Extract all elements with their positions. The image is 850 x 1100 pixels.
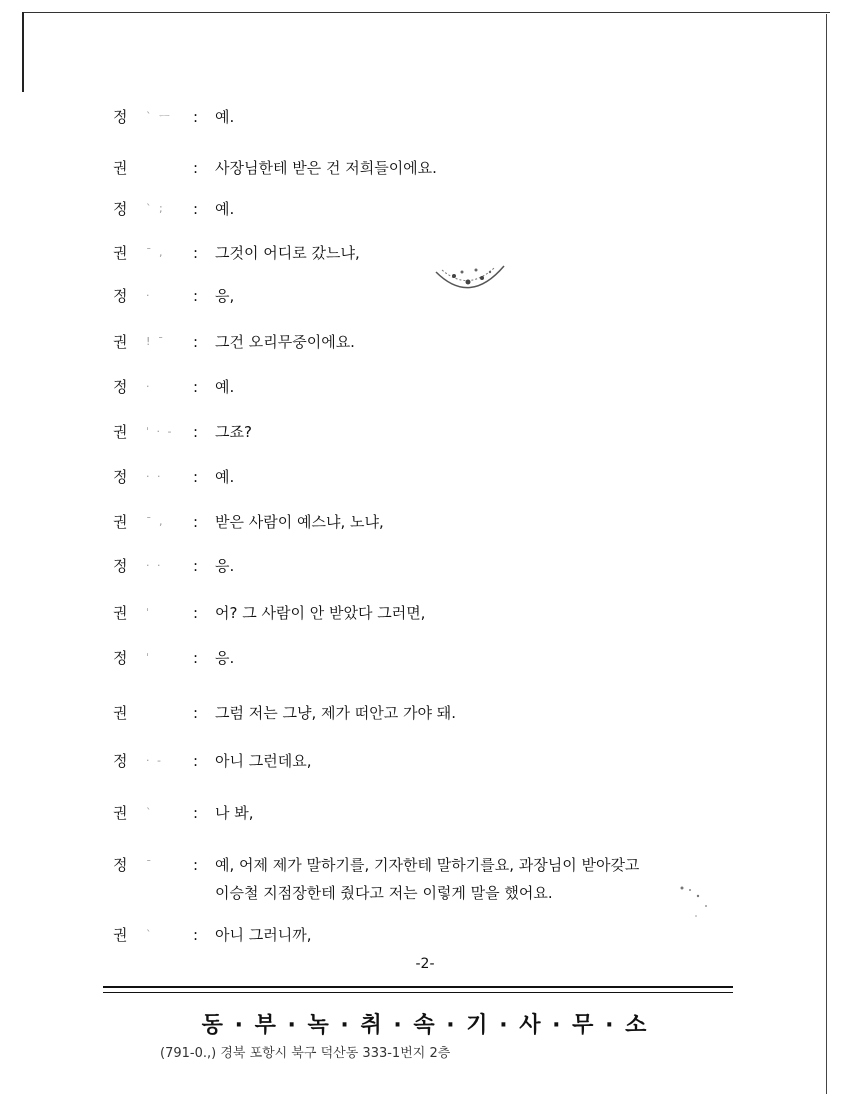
redacted-mark: ˋ ; xyxy=(146,202,165,215)
colon-separator: : xyxy=(193,926,199,944)
utterance-text: 예, 어제 제가 말하기를, 기자한테 말하기를요, 과장님이 받아갖고 xyxy=(215,856,640,874)
speaker-label: 권 xyxy=(113,604,128,622)
redacted-mark: · xyxy=(146,380,152,393)
utterance-text-continued: 이승철 지점장한테 줬다고 저는 이렇게 말을 했어요. xyxy=(215,884,553,902)
speaker-label: 정 xyxy=(113,108,128,126)
utterance-text: 응. xyxy=(215,557,235,575)
redacted-mark: ˈ · - xyxy=(146,425,174,438)
footer-rule-thick xyxy=(103,986,733,988)
redacted-mark: · · xyxy=(146,470,163,483)
scan-edge-top xyxy=(22,12,830,13)
speaker-label: 정 xyxy=(113,649,128,667)
speaker-label: 권 xyxy=(113,423,128,441)
speaker-label: 정 xyxy=(113,468,128,486)
colon-separator: : xyxy=(193,200,199,218)
colon-separator: : xyxy=(193,704,199,722)
utterance-text: 그건 오리무중이에요. xyxy=(215,333,355,351)
colon-separator: : xyxy=(193,856,199,874)
utterance-text: 그것이 어디로 갔느냐, xyxy=(215,244,360,262)
redacted-mark: ˈ xyxy=(146,651,152,664)
redacted-mark: · - xyxy=(146,754,163,767)
utterance-text: 사장님한테 받은 건 저희들이에요. xyxy=(215,159,437,177)
speaker-label: 권 xyxy=(113,804,128,822)
colon-separator: : xyxy=(193,423,199,441)
redacted-mark: · xyxy=(146,289,152,302)
redacted-mark: ˋ xyxy=(146,928,154,941)
redacted-mark: ! ˉ xyxy=(146,335,166,348)
speaker-label: 권 xyxy=(113,159,128,177)
redacted-mark: ˉ xyxy=(146,858,154,871)
utterance-text: 아니 그런데요, xyxy=(215,752,312,770)
utterance-text: 예. xyxy=(215,108,235,126)
speaker-label: 권 xyxy=(113,704,128,722)
speaker-label: 권 xyxy=(113,513,128,531)
utterance-text: 그죠? xyxy=(215,423,252,441)
colon-separator: : xyxy=(193,333,199,351)
colon-separator: : xyxy=(193,378,199,396)
speaker-label: 권 xyxy=(113,926,128,944)
colon-separator: : xyxy=(193,287,199,305)
colon-separator: : xyxy=(193,804,199,822)
utterance-text: 어? 그 사람이 안 받았다 그러면, xyxy=(215,604,426,622)
redacted-mark: ˉ , xyxy=(146,515,165,528)
office-address: (791-0.,) 경북 포항시 북구 덕산동 333-1번지 2층 xyxy=(160,1046,451,1061)
colon-separator: : xyxy=(193,513,199,531)
speaker-label: 정 xyxy=(113,200,128,218)
colon-separator: : xyxy=(193,557,199,575)
redacted-mark: ˉ , xyxy=(146,246,165,259)
colon-separator: : xyxy=(193,604,199,622)
speaker-label: 정 xyxy=(113,557,128,575)
office-name: 동 · 부 · 녹 · 취 · 속 · 기 · 사 · 무 · 소 xyxy=(201,1013,649,1038)
redacted-mark: ˋ xyxy=(146,806,154,819)
utterance-text: 받은 사람이 예스냐, 노냐, xyxy=(215,513,384,531)
footer-rule-thin xyxy=(103,992,733,993)
speaker-label: 정 xyxy=(113,378,128,396)
colon-separator: : xyxy=(193,108,199,126)
speaker-label: 정 xyxy=(113,287,128,305)
colon-separator: : xyxy=(193,159,199,177)
utterance-text: 응, xyxy=(215,287,235,305)
redacted-mark: ˈ xyxy=(146,606,152,619)
speaker-label: 정 xyxy=(113,752,128,770)
utterance-text: 예. xyxy=(215,468,235,486)
utterance-text: 아니 그러니까, xyxy=(215,926,312,944)
speaker-label: 권 xyxy=(113,244,128,262)
utterance-text: 응. xyxy=(215,649,235,667)
speaker-label: 정 xyxy=(113,856,128,874)
page-number: -2- xyxy=(415,956,435,972)
colon-separator: : xyxy=(193,649,199,667)
colon-separator: : xyxy=(193,244,199,262)
scan-edge-left xyxy=(22,12,24,92)
redacted-mark: ˋ ㅡ xyxy=(146,110,172,123)
speaker-label: 권 xyxy=(113,333,128,351)
scan-edge-right xyxy=(826,14,827,1094)
utterance-text: 예. xyxy=(215,200,235,218)
colon-separator: : xyxy=(193,468,199,486)
utterance-text: 예. xyxy=(215,378,235,396)
redacted-mark: · · xyxy=(146,559,163,572)
utterance-text: 나 봐, xyxy=(215,804,254,822)
utterance-text: 그럼 저는 그냥, 제가 떠안고 가야 돼. xyxy=(215,704,457,722)
colon-separator: : xyxy=(193,752,199,770)
